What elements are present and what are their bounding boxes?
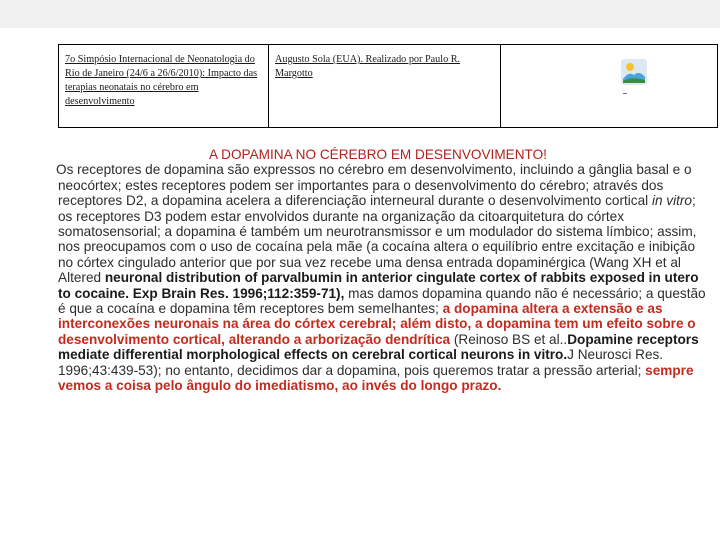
header-cell-event (59, 45, 269, 127)
in-vitro-italic: in vitro (651, 193, 692, 209)
body-text-4: (Reinoso BS et al.. (450, 331, 568, 347)
highlight-1: a dopamina altera a extensão e as interconexões neuronais na área do córtex cerebral; além disto, a dopamina tem um efeito sobre o desenvolvimento cortical, alterando a arborização dendrítica (58, 301, 696, 347)
highlight-2: sempre vemos a coisa pelo ângulo do imediatismo, ao invés do longo prazo. (58, 362, 694, 394)
top-bar (0, 0, 720, 28)
header-cell-image (501, 45, 717, 127)
body-text-5: J Neurosci Res. 1996;43:439-53); no entanto, decidimos dar a dopamina, pois queremos tratar a pressão arterial; (58, 347, 664, 378)
image-caption-dash[interactable] (623, 93, 627, 94)
body-text-3: mas damos dopamina quando não é necessário; a questão é que a cocaína e dopamina têm receptores bem semelhantes; (58, 285, 706, 317)
article (58, 147, 708, 394)
article-title: A DOPAMINA NO CÉREBRO EM DESENVOVIMENTO! (209, 147, 547, 162)
image-thumbnail-icon[interactable] (621, 59, 647, 85)
author-link[interactable]: Augusto Sola (EUA). Realizado por Paulo R. Margotto (275, 54, 461, 79)
event-link[interactable]: 7o Simpósio Internacional de Neonatologia do Rio de Janeiro (24/6 a 26/6/2010): Impacto das terapias neonatais no cérebro em desenvolvimento (65, 54, 258, 107)
article-body (58, 162, 708, 393)
header-cell-author (269, 45, 501, 127)
header-table (58, 44, 718, 128)
body-text-2: ; os receptores D3 podem estar envolvidos durante na organização da citoarquitetura do córtex somatosensorial; a dopamina é também um neurotransmissor e um modulador do sistema límbico; assim, nos preocupamos com o uso de cocaína pela mãe (a cocaína altera o equilíbrio entre excitação e inibição no córtex cingulado anterior que por sua vez recebe uma densa entrada dopaminérgica (Wang XH et al Altered (58, 193, 697, 286)
reference-1: neuronal distribution of parvalbumin in anterior cingulate cortex of rabbits exposed in utero to cocaine. Exp Brain Res. 1996;112:359-71), (58, 270, 699, 301)
reference-2: Dopamine receptors mediate differential morphological effects on cerebral cortical neurons in vitro. (58, 331, 699, 363)
body-text-1: Os receptores de dopamina são expressos no cérebro em desenvolvimento, incluindo a gânglia basal e o neocórtex; estes receptores podem ser importantes para o desenvolvimento do cérebro; através dos receptores D2, a dopamina acelera a diferenciação interneural durante o desenvolvimento cortical (56, 162, 692, 209)
